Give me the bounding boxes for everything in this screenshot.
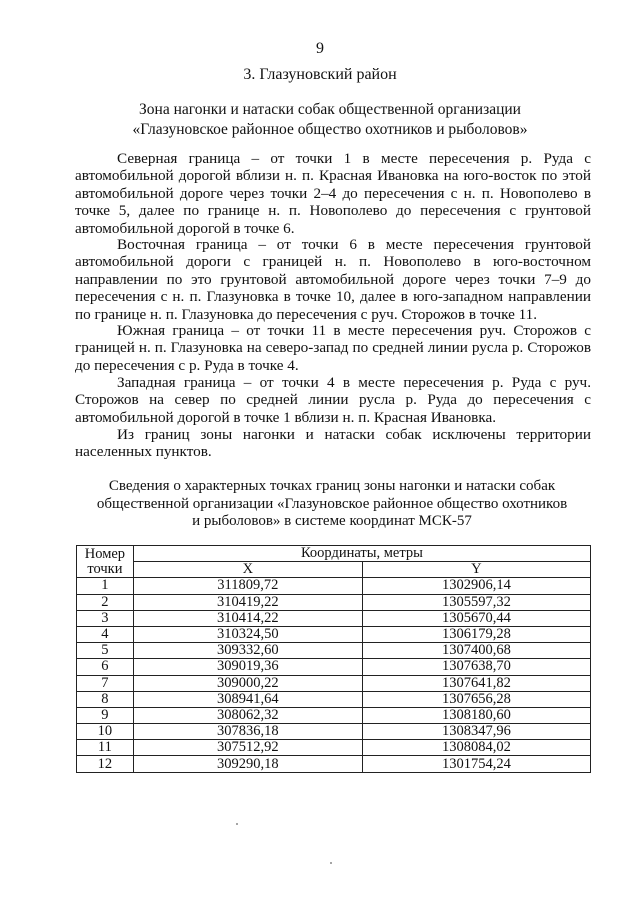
x-coordinate-cell: 307836,18 xyxy=(133,724,362,740)
y-coordinate-cell: 1308180,60 xyxy=(362,707,590,723)
exclusion-paragraph xyxy=(75,426,591,461)
zone-title xyxy=(70,100,590,140)
table-title-line-1: Сведения о характерных точках границ зоны нагонки и натаски собак xyxy=(108,478,556,494)
table-row xyxy=(77,643,591,659)
y-coordinate-cell: 1305670,44 xyxy=(362,610,590,626)
scan-speck xyxy=(330,862,332,864)
table-row xyxy=(77,691,591,707)
paragraph-text: Южная граница – от точки 11 в месте пересечения руч. Сторожов с границей н. п. Глазуновка на северо-запад по средней линии русла р. Сторожов до пересечения с р. Руда в точке 4. xyxy=(75,322,591,374)
x-coordinate-cell: 310324,50 xyxy=(133,626,362,642)
y-coordinate-cell: 1308084,02 xyxy=(362,740,590,756)
table-subheader-row xyxy=(77,562,591,578)
zone-title-line-1: Зона нагонки и натаски собак общественной организации xyxy=(139,101,521,118)
table-row xyxy=(77,740,591,756)
point-number-cell: 3 xyxy=(77,610,134,626)
east-border-paragraph xyxy=(75,236,591,323)
point-number-cell: 10 xyxy=(77,724,134,740)
paragraph-text: Восточная граница – от точки 6 в месте пересечения грунтовой автомобильной дороги с границей н. п. Новополево в юго-восточном направлении по это грунтовой автомобильной дороге через точки 7–9 до пересечения с н. п. Глазуновка в точке 10, далее в юго-западном направлении по границе н. п. Глазуновка до пересечения с руч. Сторожов в точке 11. xyxy=(75,236,591,323)
south-border-paragraph xyxy=(75,322,591,374)
x-coordinate-cell: 310419,22 xyxy=(133,594,362,610)
table-row xyxy=(77,756,591,772)
west-border-paragraph xyxy=(75,374,591,426)
district-heading: 3. Глазуновский район xyxy=(243,66,397,83)
point-number-cell: 6 xyxy=(77,659,134,675)
north-border-paragraph xyxy=(75,150,591,237)
x-coordinate-cell: 309000,22 xyxy=(133,675,362,691)
coordinates-table xyxy=(76,545,591,773)
x-coordinate-cell: 309290,18 xyxy=(133,756,362,772)
x-coordinate-cell: 307512,92 xyxy=(133,740,362,756)
y-coordinate-cell: 1307656,28 xyxy=(362,691,590,707)
paragraph-text: Из границ зоны нагонки и натаски собак исключены территории населенных пунктов. xyxy=(75,426,591,461)
header-number-label: Номер xyxy=(84,545,126,562)
table-row xyxy=(77,578,591,594)
x-coordinate-cell: 308062,32 xyxy=(133,707,362,723)
table-row xyxy=(77,594,591,610)
table-title-line-2: общественной организации «Глазуновское районное общество охотников xyxy=(96,495,568,512)
scan-speck xyxy=(236,823,238,825)
table-row xyxy=(77,724,591,740)
point-number-cell: 8 xyxy=(77,691,134,707)
point-number-cell: 1 xyxy=(77,578,134,594)
point-number-cell: 12 xyxy=(77,756,134,772)
table-row xyxy=(77,610,591,626)
header-point-label: точки xyxy=(87,560,123,577)
paragraph-text: Северная граница – от точки 1 в месте пересечения р. Руда с автомобильной дорогой вблизи н. п. Красная Ивановка на юго-восток по этой автомобильной дороге через точки 2–4 до пересечения с н. п. Новополево в точке 5, далее по границе н. п. Новополево до пересечения с грунтовой автомобильной дорогой в точке 6. xyxy=(75,150,591,237)
x-coordinate-cell: 309019,36 xyxy=(133,659,362,675)
x-coordinate-cell: 310414,22 xyxy=(133,610,362,626)
point-number-cell: 9 xyxy=(77,707,134,723)
page-number: 9 xyxy=(316,40,324,57)
y-coordinate-cell: 1305597,32 xyxy=(362,594,590,610)
point-number-cell: 5 xyxy=(77,643,134,659)
point-number-cell: 11 xyxy=(77,740,134,756)
y-coordinate-cell: 1307641,82 xyxy=(362,675,590,691)
header-x: X xyxy=(133,562,362,578)
table-title xyxy=(72,478,592,531)
y-coordinate-cell: 1301754,24 xyxy=(362,756,590,772)
point-number-cell: 2 xyxy=(77,594,134,610)
table-title-line-3: и рыболовов» в системе координат МСК-57 xyxy=(192,513,472,530)
x-coordinate-cell: 309332,60 xyxy=(133,643,362,659)
table-header-row xyxy=(77,546,591,562)
coordinates-table-body xyxy=(77,578,591,772)
table-row xyxy=(77,675,591,691)
y-coordinate-cell: 1306179,28 xyxy=(362,626,590,642)
point-number-cell: 4 xyxy=(77,626,134,642)
header-coordinates: Координаты, метры xyxy=(133,546,590,562)
header-y: Y xyxy=(362,562,590,578)
paragraph-text: Западная граница – от точки 4 в месте пересечения р. Руда с руч. Сторожов на север по средней линии русла р. Руда до пересечения с автомобильной дорогой в точке 1 вблизи н. п. Красная Ивановка. xyxy=(75,374,591,426)
y-coordinate-cell: 1308347,96 xyxy=(362,724,590,740)
x-coordinate-cell: 311809,72 xyxy=(133,578,362,594)
header-point-number xyxy=(77,546,134,578)
table-row xyxy=(77,707,591,723)
y-coordinate-cell: 1302906,14 xyxy=(362,578,590,594)
table-row xyxy=(77,626,591,642)
y-coordinate-cell: 1307638,70 xyxy=(362,659,590,675)
y-coordinate-cell: 1307400,68 xyxy=(362,643,590,659)
x-coordinate-cell: 308941,64 xyxy=(133,691,362,707)
point-number-cell: 7 xyxy=(77,675,134,691)
table-row xyxy=(77,659,591,675)
zone-title-line-2: «Глазуновское районное общество охотников и рыболовов» xyxy=(132,121,528,138)
